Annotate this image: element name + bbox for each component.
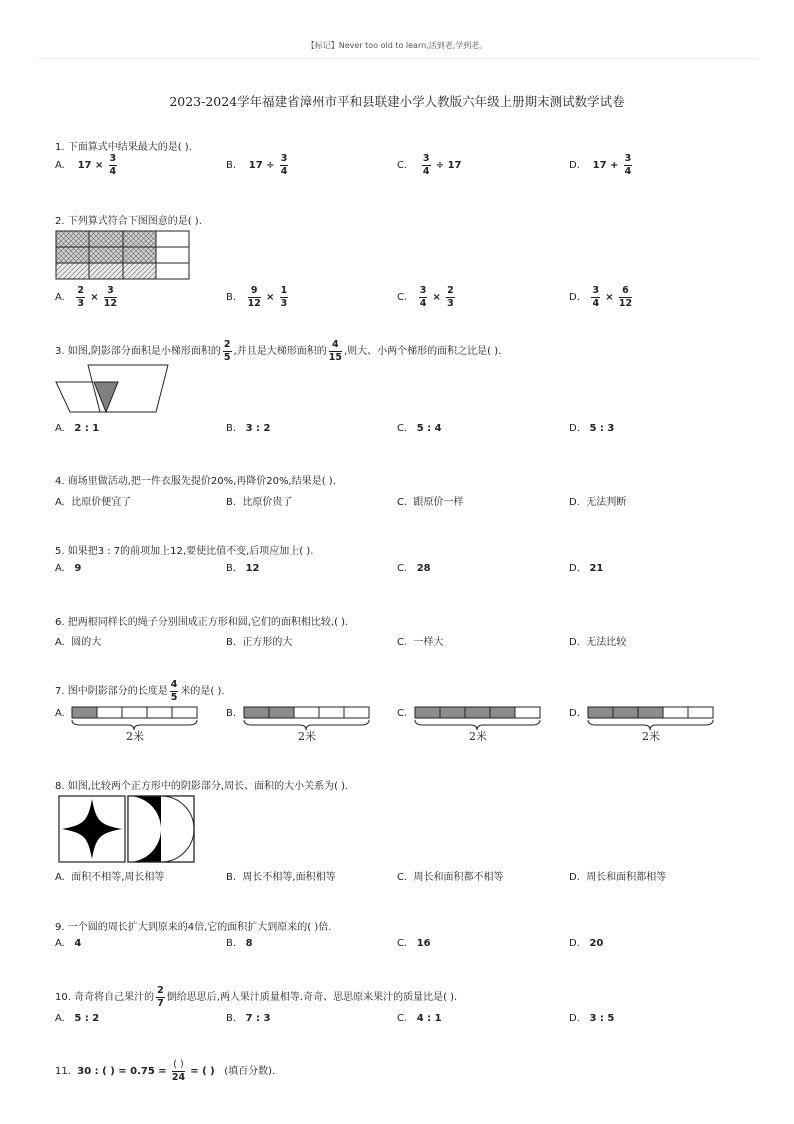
q1-option-a[interactable]: A. 17 × $\frac{3}{4}$ — [55, 153, 117, 177]
q10-option-d[interactable]: D. 3 : 5 — [569, 1013, 615, 1024]
q9-option-b[interactable]: B. 8 — [226, 938, 253, 949]
q6-option-b[interactable]: B. 正方形的大 — [226, 637, 293, 648]
q10-option-c[interactable]: C. 4 : 1 — [397, 1013, 442, 1024]
q6-option-d[interactable]: D. 无法比较 — [569, 637, 627, 648]
q3-option-d[interactable]: D. 5 : 3 — [569, 423, 615, 434]
q9-option-a[interactable]: A. 4 — [55, 938, 82, 949]
q1a-fraction: $\frac{3}{4}$ — [109, 153, 117, 177]
q2-option-b[interactable]: B. $\frac{9}{12}$ × $\frac{1}{3}$ — [226, 285, 288, 309]
q8-option-b[interactable]: B. 周长不相等,面积相等 — [226, 872, 336, 883]
q7-bar-d-label: 2米 — [642, 730, 660, 743]
q9-stem: 9. 一个圆的周长扩大到原来的4倍,它的面积扩大到原来的( )倍. — [55, 922, 332, 933]
q1-option-d[interactable]: D. 17 + $\frac{3}{4}$ — [569, 153, 632, 177]
q2-stem: 2. 下列算式符合下图图意的是( ). — [55, 216, 202, 227]
q10-stem: 10. 奇奇将自己果汁的 $\frac{2}{7}$ 倒给思思后,两人果汁质量相等.奇奇、思思原来果汁的质量比是( ). — [55, 985, 458, 1009]
q5-option-b[interactable]: B. 12 — [226, 563, 260, 574]
q2-option-a[interactable]: A. $\frac{2}{3}$ × $\frac{3}{12}$ — [55, 285, 118, 309]
q8-squares-figure — [58, 795, 198, 865]
exam-title: 2023-2024学年福建省漳州市平和县联建小学人教版六年级上册期末测试数学试卷 — [169, 94, 625, 109]
q7-option-a-letter[interactable]: A. — [55, 708, 65, 719]
q7-option-d-letter[interactable]: D. — [569, 708, 580, 719]
q4-option-d[interactable]: D. 无法判断 — [569, 497, 627, 508]
q7-stem: 7. 图中阴影部分的长度是 $\frac{4}{5}$ 米的是( ). — [55, 679, 225, 703]
q11-stem: 11. 30 : ( ) = 0.75 = $\frac{( )}{24}$ = ( ) (填百分数). — [55, 1059, 276, 1083]
q2-option-d[interactable]: D. $\frac{3}{4}$ × $\frac{6}{12}$ — [569, 285, 633, 309]
header-divider — [36, 58, 758, 59]
page-header: 【标记】Never too old to learn,活到老,学到老。 — [306, 41, 488, 50]
q4-option-b[interactable]: B. 比原价贵了 — [226, 497, 293, 508]
q8-stem: 8. 如图,比较两个正方形中的阴影部分,周长、面积的大小关系为( ). — [55, 781, 349, 792]
q4-option-a[interactable]: A. 比原价便宜了 — [55, 497, 132, 508]
q8-option-d[interactable]: D. 周长和面积都相等 — [569, 872, 667, 883]
q5-option-d[interactable]: D. 21 — [569, 563, 604, 574]
q2-option-c[interactable]: C. $\frac{3}{4}$ × $\frac{2}{3}$ — [397, 285, 454, 309]
q4-option-c[interactable]: C. 跟原价一样 — [397, 497, 464, 508]
q1-option-c[interactable]: C. $\frac{3}{4}$ ÷ 17 — [397, 153, 462, 177]
q3-option-b[interactable]: B. 3 : 2 — [226, 423, 271, 434]
q8-option-a[interactable]: A. 面积不相等,周长相等 — [55, 872, 165, 883]
q6-option-c[interactable]: C. 一样大 — [397, 637, 444, 648]
q3-stem: 3. 如图,阴影部分面积是小梯形面积的 $\frac{2}{5}$ ,并且是大梯形面积的 $\frac{4}{15}$ ,则大、小两个梯形的面积之比是( ). — [55, 339, 502, 363]
q6-option-a[interactable]: A. 圆的大 — [55, 637, 102, 648]
q1d-fraction: $\frac{3}{4}$ — [624, 153, 632, 177]
q10-option-b[interactable]: B. 7 : 3 — [226, 1013, 271, 1024]
q5-option-a[interactable]: A. 9 — [55, 563, 82, 574]
q4-stem: 4. 商场里做活动,把一件衣服先提价20%,再降价20%,结果是( ). — [55, 476, 336, 487]
q5-option-c[interactable]: C. 28 — [397, 563, 431, 574]
q1b-fraction: $\frac{3}{4}$ — [280, 153, 288, 177]
q7-bar-b-label: 2米 — [298, 730, 316, 743]
q2-grid-figure — [56, 231, 190, 281]
q7-option-c-letter[interactable]: C. — [397, 708, 408, 719]
q7-bar-c-label: 2米 — [469, 730, 487, 743]
q7-bar-a-label: 2米 — [126, 730, 144, 743]
q9-option-c[interactable]: C. 16 — [397, 938, 431, 949]
q8-option-c[interactable]: C. 周长和面积都不相等 — [397, 872, 504, 883]
q3-option-a[interactable]: A. 2 : 1 — [55, 423, 100, 434]
q3-trapezoid-figure — [56, 364, 170, 414]
q10-option-a[interactable]: A. 5 : 2 — [55, 1013, 100, 1024]
q3-option-c[interactable]: C. 5 : 4 — [397, 423, 442, 434]
q11-fraction: $\frac{( )}{24}$ — [171, 1059, 186, 1083]
q6-stem: 6. 把两根同样长的绳子分别围成正方形和圆,它们的面积相比较,( ). — [55, 617, 349, 628]
q1c-fraction: $\frac{3}{4}$ — [422, 153, 430, 177]
q1-option-b[interactable]: B. 17 ÷ $\frac{3}{4}$ — [226, 153, 288, 177]
q1-stem: 1. 下面算式中结果最大的是( ). — [55, 142, 192, 153]
q5-stem: 5. 如果把3 : 7的前项加上12,要使比值不变,后项应加上( ). — [55, 546, 314, 557]
q9-option-d[interactable]: D. 20 — [569, 938, 604, 949]
q7-option-b-letter[interactable]: B. — [226, 708, 237, 719]
